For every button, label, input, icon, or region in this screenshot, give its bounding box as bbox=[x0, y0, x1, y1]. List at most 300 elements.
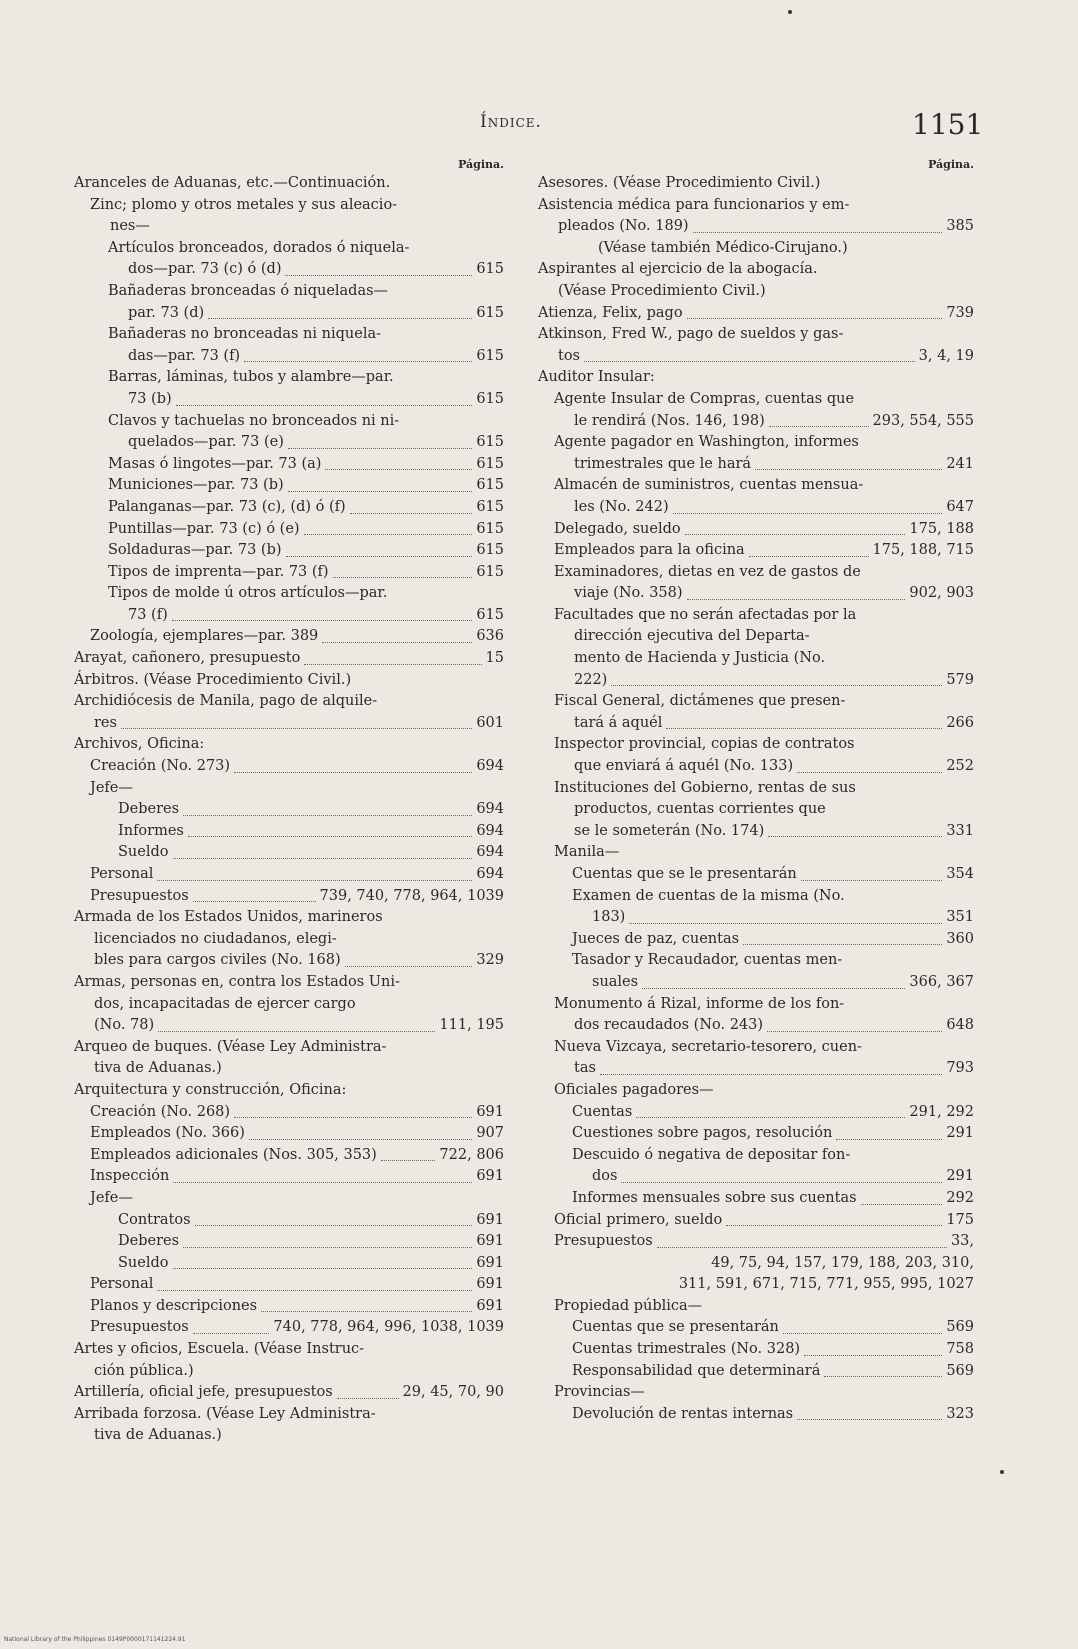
entry-text: res bbox=[94, 714, 117, 731]
page-header bbox=[0, 108, 1078, 148]
entry-text: (Véase también Médico-Cirujano.) bbox=[598, 239, 848, 256]
page-ref: 694 bbox=[476, 822, 504, 839]
leader-dots bbox=[172, 620, 473, 621]
index-title: Índice. bbox=[480, 112, 542, 132]
leader-dots bbox=[693, 232, 943, 233]
leader-dots bbox=[333, 577, 473, 578]
index-entry bbox=[74, 886, 504, 908]
entry-text: Cuentas que se presentarán bbox=[572, 1319, 779, 1336]
leader-dots bbox=[234, 772, 472, 773]
index-entry bbox=[74, 411, 504, 454]
entry-text: Presupuestos bbox=[90, 1319, 189, 1336]
page-ref: 691 bbox=[476, 1103, 504, 1120]
entry-text: dos bbox=[592, 1168, 618, 1185]
page-ref: 691 bbox=[476, 1168, 504, 1185]
speck-mark bbox=[788, 10, 792, 14]
entry-text: (No. 78) bbox=[94, 1017, 155, 1034]
pagina-label: Página. bbox=[458, 158, 504, 171]
entry-text: Municiones—par. 73 (b) bbox=[108, 477, 284, 494]
index-entry bbox=[74, 281, 504, 324]
leader-dots bbox=[642, 988, 905, 989]
entry-text: trimestrales que le hará bbox=[574, 455, 752, 472]
entry-text: mento de Hacienda y Justicia (No. bbox=[574, 650, 826, 667]
entry-text: Archivos, Oficina: bbox=[74, 736, 205, 753]
leader-dots bbox=[304, 664, 481, 665]
entry-text: Arqueo de buques. (Véase Ley Administra- bbox=[74, 1038, 387, 1055]
index-entry bbox=[74, 454, 504, 476]
index-entry bbox=[74, 821, 504, 843]
index-entry bbox=[538, 929, 974, 951]
page-ref: 3, 4, 19 bbox=[918, 347, 974, 364]
entry-text: das—par. 73 (f) bbox=[128, 347, 241, 364]
page-ref: 29, 45, 70, 90 bbox=[402, 1384, 504, 1401]
entry-line-with-page bbox=[554, 411, 974, 433]
entry-text: Nueva Vizcaya, secretario-tesorero, cuen- bbox=[554, 1038, 862, 1055]
entry-line-with-page bbox=[108, 540, 504, 562]
index-entry bbox=[538, 842, 974, 864]
entry-line-with-page bbox=[118, 1231, 504, 1253]
index-entry bbox=[74, 475, 504, 497]
entry-text: que enviará á aquél (No. 133) bbox=[574, 758, 794, 775]
entry-text: Aranceles de Aduanas, etc.—Continuación. bbox=[74, 175, 391, 191]
leader-dots bbox=[657, 1247, 947, 1248]
leader-dots bbox=[304, 534, 473, 535]
index-entry bbox=[74, 497, 504, 519]
entry-line-with-page bbox=[118, 842, 504, 864]
page-ref: 615 bbox=[476, 498, 504, 515]
leader-dots bbox=[629, 923, 942, 924]
entry-text: Atienza, Felix, pago bbox=[538, 304, 683, 321]
entry-text: Planos y descripciones bbox=[90, 1297, 258, 1314]
entry-line-with-page bbox=[554, 1058, 974, 1080]
entry-line-with-page bbox=[74, 1015, 504, 1037]
index-entry bbox=[538, 195, 974, 238]
index-entry bbox=[538, 1339, 974, 1361]
leader-dots bbox=[173, 1268, 473, 1269]
page-ref: 331 bbox=[946, 822, 974, 839]
index-entry bbox=[538, 475, 974, 518]
page-ref: 793 bbox=[946, 1060, 974, 1077]
index-entry bbox=[538, 950, 974, 993]
entry-text: Empleados adicionales (Nos. 305, 353) bbox=[90, 1146, 377, 1163]
entry-line-with-page bbox=[554, 497, 974, 519]
page-ref: 722, 806 bbox=[439, 1146, 504, 1163]
index-entry bbox=[74, 864, 504, 886]
leader-dots bbox=[804, 1355, 942, 1356]
page-ref: 354 bbox=[946, 866, 974, 882]
index-entry bbox=[74, 367, 504, 410]
index-entry bbox=[74, 1188, 504, 1210]
index-entry bbox=[74, 195, 504, 238]
entry-text: tos bbox=[558, 347, 580, 364]
index-entry bbox=[538, 1123, 974, 1145]
entry-line-with-page bbox=[90, 1102, 504, 1124]
entry-line-with-page bbox=[74, 648, 504, 670]
index-entry bbox=[538, 1382, 974, 1404]
leader-dots bbox=[173, 858, 473, 859]
footer-note: National Library of the Philippines 0149P0000171141224.91 bbox=[4, 1636, 186, 1643]
entry-text: Jefe— bbox=[90, 779, 133, 796]
index-entry bbox=[538, 778, 974, 843]
index-entry bbox=[538, 562, 974, 605]
leader-dots bbox=[322, 642, 472, 643]
entry-line-with-page bbox=[118, 799, 504, 821]
index-entry bbox=[74, 756, 504, 778]
entry-line-with-page bbox=[118, 821, 504, 843]
leader-dots bbox=[726, 1225, 942, 1226]
entry-text: dos recaudados (No. 243) bbox=[574, 1017, 764, 1034]
page-ref: 291 bbox=[946, 1125, 974, 1142]
page-ref: 691 bbox=[476, 1211, 504, 1228]
page-ref: 694 bbox=[476, 844, 504, 861]
entry-line-with-page bbox=[572, 864, 974, 886]
entry-line-with-page bbox=[90, 1166, 504, 1188]
index-entry bbox=[538, 238, 974, 260]
entry-text: Monumento á Rizal, informe de los fon- bbox=[554, 995, 845, 1012]
index-entry bbox=[538, 259, 974, 302]
page-ref: 615 bbox=[476, 304, 504, 321]
index-entry bbox=[538, 1145, 974, 1188]
entry-text: Auditor Insular: bbox=[538, 369, 655, 386]
pagina-label: Página. bbox=[928, 158, 974, 171]
entry-line-with-page bbox=[554, 583, 974, 605]
leader-dots bbox=[325, 469, 472, 470]
entry-line-with-page bbox=[108, 432, 504, 454]
page-ref: 293, 554, 555 bbox=[872, 412, 974, 429]
page-ref: 739 bbox=[946, 304, 974, 321]
index-entry bbox=[538, 1361, 974, 1383]
entry-text: Zinc; plomo y otros metales y sus aleacio- bbox=[90, 196, 398, 213]
entry-line-with-page bbox=[538, 303, 974, 325]
entry-line-with-page bbox=[572, 1166, 974, 1188]
leader-dots bbox=[193, 901, 316, 902]
entry-text: Árbitros. (Véase Procedimiento Civil.) bbox=[74, 671, 352, 688]
entry-line-with-page bbox=[108, 303, 504, 325]
page-ref: 694 bbox=[476, 866, 504, 882]
entry-text: Empleados para la oficina bbox=[554, 542, 745, 559]
index-entry bbox=[74, 1037, 504, 1080]
index-entry bbox=[538, 886, 974, 929]
leader-dots bbox=[381, 1160, 436, 1161]
leader-dots bbox=[261, 1311, 472, 1312]
entry-line-with-page bbox=[108, 346, 504, 368]
page-ref: 615 bbox=[476, 563, 504, 580]
entry-text: Jueces de paz, cuentas bbox=[572, 930, 740, 947]
entry-line-with-page bbox=[572, 1317, 974, 1339]
entry-line-with-page bbox=[554, 519, 974, 541]
page-ref: 329 bbox=[476, 952, 504, 969]
entry-text: Sueldo bbox=[118, 844, 169, 861]
entry-text: Responsabilidad que determinará bbox=[572, 1362, 821, 1379]
page-ref: 366, 367 bbox=[909, 973, 974, 990]
index-entry bbox=[538, 1080, 974, 1102]
entry-text: Aspirantes al ejercicio de la abogacía. bbox=[538, 261, 818, 278]
entry-text: le rendirá (Nos. 146, 198) bbox=[574, 412, 765, 429]
entry-line-with-page bbox=[554, 1231, 974, 1253]
entry-line-with-page bbox=[108, 605, 504, 627]
entry-text: pleados (No. 189) bbox=[558, 218, 689, 235]
entry-text: Bañaderas bronceadas ó niqueladas— bbox=[108, 282, 389, 299]
page-ref: 615 bbox=[476, 390, 504, 407]
page-ref: 615 bbox=[476, 261, 504, 278]
speck-mark bbox=[1000, 1470, 1004, 1474]
entry-text: Cuentas trimestrales (No. 328) bbox=[572, 1341, 801, 1358]
leader-dots bbox=[611, 685, 942, 686]
entry-text: Oficiales pagadores— bbox=[554, 1081, 714, 1098]
entry-text: tiva de Aduanas.) bbox=[94, 1060, 222, 1077]
entry-line-with-page bbox=[538, 346, 974, 368]
page-ref: 694 bbox=[476, 758, 504, 775]
entry-text: Cuentas bbox=[572, 1103, 633, 1120]
entry-line-with-page bbox=[554, 713, 974, 735]
index-entry bbox=[74, 691, 504, 734]
entry-text: Personal bbox=[90, 866, 154, 882]
leader-dots bbox=[636, 1117, 905, 1118]
leader-dots bbox=[285, 275, 472, 276]
entry-line-with-page bbox=[554, 756, 974, 778]
index-entry bbox=[538, 519, 974, 541]
entry-text: Contratos bbox=[118, 1211, 191, 1228]
leader-dots bbox=[345, 966, 473, 967]
entry-text: Agente pagador en Washington, informes bbox=[554, 434, 859, 451]
index-entry bbox=[538, 1296, 974, 1318]
leader-dots bbox=[687, 318, 943, 319]
entry-text: Cuentas que se le presentarán bbox=[572, 866, 797, 882]
index-entry bbox=[538, 1231, 974, 1253]
entry-text: par. 73 (d) bbox=[128, 304, 205, 321]
entry-text: 73 (f) bbox=[128, 606, 168, 623]
index-entry bbox=[74, 799, 504, 821]
entry-line-with-page bbox=[108, 259, 504, 281]
page-ref: 615 bbox=[476, 455, 504, 472]
index-entry bbox=[74, 907, 504, 972]
entry-line-with-page bbox=[554, 821, 974, 843]
leader-dots bbox=[157, 1290, 472, 1291]
leader-dots bbox=[188, 836, 472, 837]
leader-dots bbox=[600, 1074, 942, 1075]
entry-text: Cuestiones sobre pagos, resolución bbox=[572, 1125, 833, 1142]
index-entry bbox=[74, 1080, 504, 1102]
index-entry bbox=[74, 1382, 504, 1404]
index-entry bbox=[538, 1037, 974, 1080]
index-entry bbox=[74, 1317, 504, 1339]
index-entry bbox=[538, 864, 974, 886]
entry-text: nes— bbox=[110, 218, 150, 235]
entry-text: Jefe— bbox=[90, 1189, 133, 1206]
leader-dots bbox=[755, 469, 942, 470]
entry-line-with-page bbox=[90, 864, 504, 886]
entry-line-with-page bbox=[554, 1015, 974, 1037]
index-entry bbox=[74, 648, 504, 670]
page-ref: 292 bbox=[946, 1189, 974, 1206]
index-entry bbox=[74, 1296, 504, 1318]
entry-text: Tipos de imprenta—par. 73 (f) bbox=[108, 563, 329, 580]
entry-text: Clavos y tachuelas no bronceados ni ni- bbox=[108, 412, 400, 429]
entry-text: Almacén de suministros, cuentas mensua- bbox=[554, 477, 864, 494]
page-ref: 636 bbox=[476, 628, 504, 645]
leader-dots bbox=[183, 815, 472, 816]
entry-line-with-page bbox=[90, 626, 504, 648]
entry-text: Examinadores, dietas en vez de gastos de bbox=[554, 563, 861, 580]
page-ref: 15 bbox=[485, 650, 504, 667]
index-entry bbox=[74, 1253, 504, 1275]
entry-text: Artículos bronceados, dorados ó niquela- bbox=[108, 239, 410, 256]
entry-text: Oficial primero, sueldo bbox=[554, 1211, 723, 1228]
entry-text: Atkinson, Fred W., pago de sueldos y gas- bbox=[538, 326, 844, 343]
page-ref: 33, bbox=[950, 1233, 974, 1250]
leader-dots bbox=[157, 880, 472, 881]
entry-line-with-page bbox=[572, 1102, 974, 1124]
leader-dots bbox=[767, 1031, 942, 1032]
page-ref: 907 bbox=[476, 1125, 504, 1142]
leader-dots bbox=[176, 405, 473, 406]
index-entry bbox=[74, 173, 504, 195]
page-ref: 615 bbox=[476, 477, 504, 494]
index-entry bbox=[538, 324, 974, 367]
entry-text: Tasador y Recaudador, cuentas men- bbox=[572, 952, 843, 969]
leader-dots bbox=[666, 728, 942, 729]
entry-text: Tipos de molde ú otros artículos—par. bbox=[108, 585, 388, 602]
page-ref: 615 bbox=[476, 606, 504, 623]
index-entry bbox=[74, 670, 504, 692]
entry-text: Deberes bbox=[118, 1233, 180, 1250]
entry-text: Propiedad pública— bbox=[554, 1297, 703, 1314]
index-entry bbox=[74, 1145, 504, 1167]
entry-text: Presupuestos bbox=[554, 1233, 653, 1250]
index-entry bbox=[74, 540, 504, 562]
entry-text: Inspector provincial, copias de contratos bbox=[554, 736, 855, 753]
entry-line-with-page bbox=[572, 1188, 974, 1210]
index-entry bbox=[74, 972, 504, 1037]
entry-line-with-page bbox=[90, 1296, 504, 1318]
page-ref: 175, 188 bbox=[909, 520, 974, 537]
entry-text: Soldaduras—par. 73 (b) bbox=[108, 542, 282, 559]
entry-text: Barras, láminas, tubos y alambre—par. bbox=[108, 369, 394, 386]
entry-line-with-page bbox=[554, 1210, 974, 1232]
leader-dots bbox=[673, 513, 943, 514]
page-ref: 291 bbox=[946, 1168, 974, 1185]
entry-text: Arayat, cañonero, presupuesto bbox=[74, 650, 301, 667]
entry-text: Informes bbox=[118, 822, 184, 839]
index-entry bbox=[538, 605, 974, 691]
index-column-right bbox=[538, 158, 974, 1425]
leader-dots bbox=[350, 513, 473, 514]
entry-line-with-page bbox=[572, 907, 974, 929]
leader-dots bbox=[687, 599, 906, 600]
leader-dots bbox=[824, 1376, 942, 1377]
entry-text: suales bbox=[592, 973, 639, 990]
index-entry bbox=[74, 734, 504, 756]
entry-line-with-page bbox=[572, 972, 974, 994]
leader-dots bbox=[797, 1419, 942, 1420]
entry-text: (Véase Procedimiento Civil.) bbox=[558, 282, 766, 299]
leader-dots bbox=[743, 944, 942, 945]
entry-line-with-page bbox=[572, 1404, 974, 1426]
entry-text: Descuido ó negativa de depositar fon- bbox=[572, 1146, 851, 1163]
index-column-left bbox=[74, 158, 504, 1447]
leader-dots bbox=[861, 1204, 943, 1205]
leader-dots bbox=[768, 836, 942, 837]
page-ref: 351 bbox=[946, 909, 974, 926]
page-ref: 691 bbox=[476, 1254, 504, 1271]
page-ref: 569 bbox=[946, 1319, 974, 1336]
entry-text: Informes mensuales sobre sus cuentas bbox=[572, 1189, 857, 1206]
entry-text: Presupuestos bbox=[90, 887, 189, 904]
entry-line-with-page bbox=[90, 1145, 504, 1167]
leader-dots bbox=[244, 361, 472, 362]
entry-text: Fiscal General, dictámenes que presen- bbox=[554, 693, 846, 710]
entry-text: Creación (No. 268) bbox=[90, 1103, 231, 1120]
entry-text: 222) bbox=[574, 671, 608, 688]
entry-text: Facultades que no serán afectadas por la bbox=[554, 606, 857, 623]
entry-text: Archidiócesis de Manila, pago de alquile- bbox=[74, 693, 378, 710]
index-entry bbox=[538, 540, 974, 562]
entry-text: Arribada forzosa. (Véase Ley Administra- bbox=[74, 1405, 376, 1422]
entry-text: 49, 75, 94, 157, 179, 188, 203, 310, bbox=[711, 1254, 974, 1271]
entry-text: Asesores. (Véase Procedimiento Civil.) bbox=[538, 175, 821, 191]
entry-line-with-page bbox=[572, 1339, 974, 1361]
page-ref: 902, 903 bbox=[909, 585, 974, 602]
index-entry bbox=[538, 389, 974, 432]
entry-text: tiva de Aduanas.) bbox=[94, 1427, 222, 1444]
page-ref: 252 bbox=[946, 758, 974, 775]
leader-dots bbox=[584, 361, 915, 362]
index-entry bbox=[538, 1253, 974, 1275]
page-ref: 615 bbox=[476, 347, 504, 364]
index-entry bbox=[538, 734, 974, 777]
page-ref: 175, 188, 715 bbox=[872, 542, 974, 559]
entry-line-with-page bbox=[108, 475, 504, 497]
entry-text: Palanganas—par. 73 (c), (d) ó (f) bbox=[108, 498, 346, 515]
index-entry bbox=[538, 691, 974, 734]
page-ref: 360 bbox=[946, 930, 974, 947]
entry-line-with-page bbox=[108, 389, 504, 411]
page-ref: 579 bbox=[946, 671, 974, 688]
leader-dots bbox=[286, 556, 473, 557]
entry-text: Zoología, ejemplares—par. 389 bbox=[90, 628, 319, 645]
page-ref: 241 bbox=[946, 455, 974, 472]
entry-line-with-page bbox=[90, 1123, 504, 1145]
entry-text: Personal bbox=[90, 1276, 154, 1293]
leader-dots bbox=[337, 1398, 399, 1399]
entry-text: licenciados no ciudadanos, elegi- bbox=[94, 930, 337, 947]
entry-line-with-page bbox=[90, 1274, 504, 1296]
page-ref: 175 bbox=[946, 1211, 974, 1228]
page-ref: 111, 195 bbox=[439, 1017, 504, 1034]
entry-text: Inspección bbox=[90, 1168, 170, 1185]
index-entry bbox=[74, 626, 504, 648]
entry-text: Manila— bbox=[554, 844, 620, 861]
entry-text: tas bbox=[574, 1060, 596, 1077]
index-entry bbox=[538, 1188, 974, 1210]
index-entry bbox=[74, 562, 504, 584]
index-entry bbox=[74, 324, 504, 367]
entry-line-with-page bbox=[108, 454, 504, 476]
entry-line-with-page bbox=[554, 540, 974, 562]
entry-text: Arquitectura y construcción, Oficina: bbox=[74, 1081, 347, 1098]
entry-text: Delegado, sueldo bbox=[554, 520, 681, 537]
index-entry bbox=[74, 1123, 504, 1145]
index-entry bbox=[74, 1102, 504, 1124]
page-ref: 694 bbox=[476, 801, 504, 818]
entry-line-with-page bbox=[108, 519, 504, 541]
entry-text: Asistencia médica para funcionarios y em- bbox=[538, 196, 850, 213]
entry-line-with-page bbox=[554, 454, 974, 476]
page-ref: 291, 292 bbox=[909, 1103, 974, 1120]
leader-dots bbox=[173, 1182, 472, 1183]
index-entry bbox=[538, 303, 974, 325]
entry-text: quelados—par. 73 (e) bbox=[128, 434, 284, 451]
